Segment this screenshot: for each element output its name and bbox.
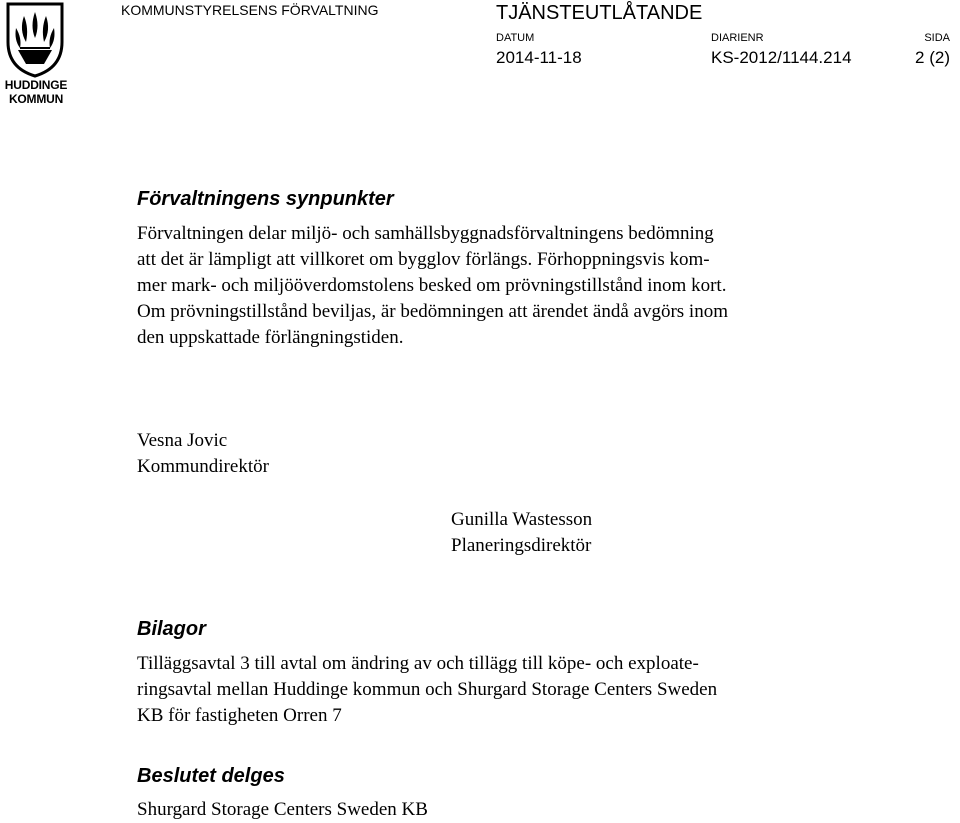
diarienr-label: DIARIENR — [711, 32, 764, 44]
document-type: TJÄNSTEUTLÅTANDE — [496, 2, 703, 24]
paragraph-line: Tilläggsavtal 3 till avtal om ändring av och tillägg till köpe- och exploate- — [137, 653, 699, 674]
signature-block-kommundirektor — [137, 428, 269, 480]
signatory-name: Vesna Jovic — [137, 430, 228, 451]
logo-text-kommun: KOMMUN — [8, 92, 64, 106]
bilagor-paragraph — [137, 651, 877, 729]
signature-block-planeringsdirektor — [451, 507, 592, 559]
datum-label: DATUM — [496, 32, 535, 44]
logo-text-huddinge: HUDDINGE — [4, 78, 68, 92]
paragraph-line: mer mark- och miljööverdomstolens besked om prövningstillstånd inom kort. — [137, 275, 727, 296]
paragraph-line: den uppskattade förlängningstiden. — [137, 327, 404, 348]
coat-of-arms-icon — [4, 2, 66, 78]
sida-label: SIDA — [924, 32, 950, 44]
huddinge-kommun-logo — [0, 0, 72, 110]
heading-beslutet-delges: Beslutet delges — [137, 765, 285, 787]
heading-bilagor: Bilagor — [137, 618, 206, 640]
paragraph-line: Shurgard Storage Centers Sweden KB — [137, 799, 428, 820]
paragraph-line: KB för fastigheten Orren 7 — [137, 705, 342, 726]
paragraph-line: Om prövningstillstånd beviljas, är bedömningen att ärendet ändå avgörs inom — [137, 301, 728, 322]
beslutet-delges-paragraph — [137, 797, 877, 823]
datum-value: 2014-11-18 — [496, 48, 582, 67]
signatory-title: Kommundirektör — [137, 456, 269, 477]
signatory-name: Gunilla Wastesson — [451, 509, 593, 530]
synpunkter-paragraph — [137, 221, 877, 351]
paragraph-line: ringsavtal mellan Huddinge kommun och Shurgard Storage Centers Sweden — [137, 679, 718, 700]
organization-name: KOMMUNSTYRELSENS FÖRVALTNING — [121, 2, 379, 18]
diarienr-value: KS-2012/1144.214 — [711, 48, 852, 67]
signatory-title: Planeringsdirektör — [451, 535, 592, 556]
heading-forvaltningens-synpunkter: Förvaltningens synpunkter — [137, 188, 394, 210]
sida-value: 2 (2) — [915, 48, 950, 67]
paragraph-line: att det är lämpligt att villkoret om bygglov förlängs. Förhoppningsvis kom- — [137, 249, 710, 270]
paragraph-line: Förvaltningen delar miljö- och samhällsbyggnadsförvaltningens bedömning — [137, 223, 714, 244]
